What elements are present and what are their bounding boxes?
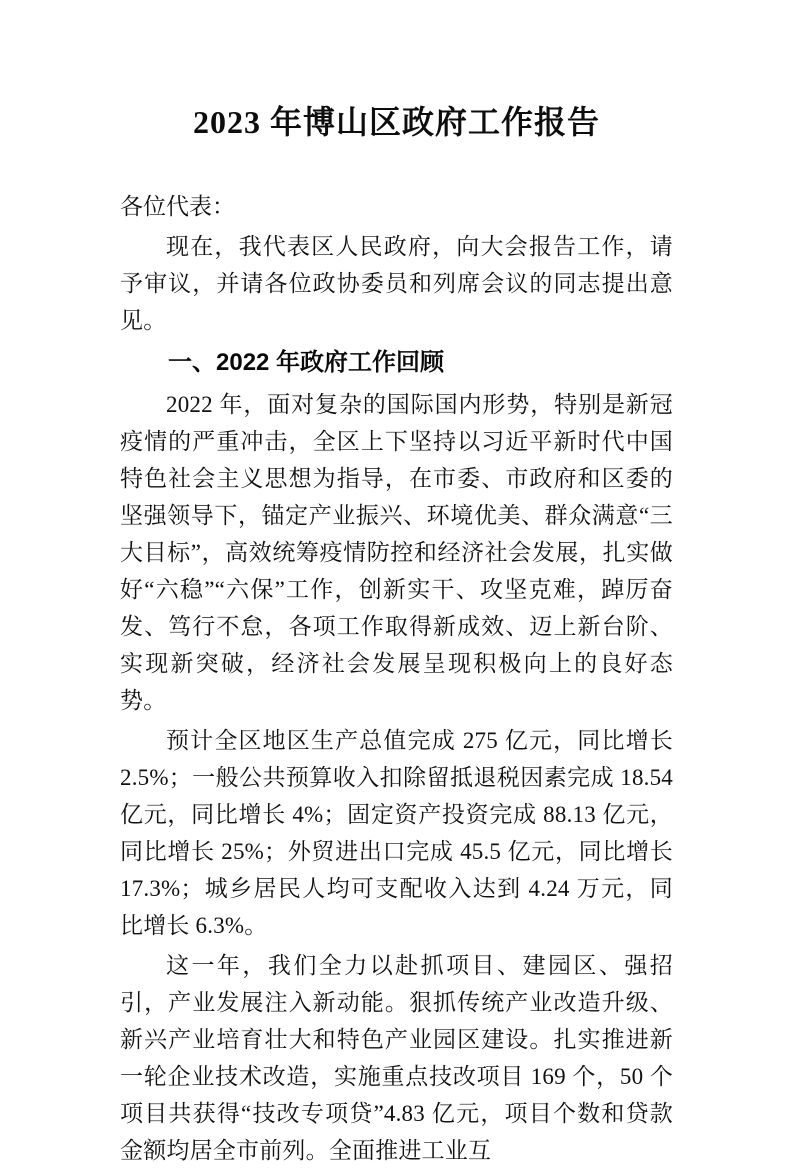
intro-paragraph: 现在，我代表区人民政府，向大会报告工作，请予审议，并请各位政协委员和列席会议的同志提出意见。: [120, 234, 673, 333]
salutation: 各位代表：: [120, 194, 235, 219]
section-1-paragraph-2: 预计全区地区生产总值完成 275 亿元，同比增长 2.5%；一般公共预算收入扣除留抵退税因素完成 18.54 亿元，同比增长 4%；固定资产投资完成 88.13 亿元，同比增长 25%；外贸进出口完成 45.5 亿元，同比增长 17.3%；城乡居民人均可支配收入达到 4.24 万元，同比增长 6.3%。: [120, 728, 673, 938]
section-1-heading: 一、2022 年政府工作回顾: [168, 349, 445, 376]
section-1-paragraph-3: 这一年，我们全力以赴抓项目、建园区、强招引，产业发展注入新动能。狠抓传统产业改造升级、新兴产业培育壮大和特色产业园区建设。扎实推进新一轮企业技术改造，实施重点技改项目 169 个，50 个项目共获得“技改专项贷”4.83 亿元，项目个数和贷款金额均居全市前列。全面推进工业互: [120, 953, 673, 1163]
section-1-paragraph-1: 2022 年，面对复杂的国际国内形势，特别是新冠疫情的严重冲击，全区上下坚持以习近平新时代中国特色社会主义思想为指导，在市委、市政府和区委的坚强领导下，锚定产业振兴、环境优美、群众满意“三大目标”，高效统筹疫情防控和经济社会发展，扎实做好“六稳”“六保”工作，创新实干、攻坚克难，踔厉奋发、笃行不怠，各项工作取得新成效、迈上新台阶、实现新突破，经济社会发展呈现积极向上的良好态势。: [120, 392, 673, 713]
document-title: 2023 年博山区政府工作报告: [192, 104, 600, 140]
